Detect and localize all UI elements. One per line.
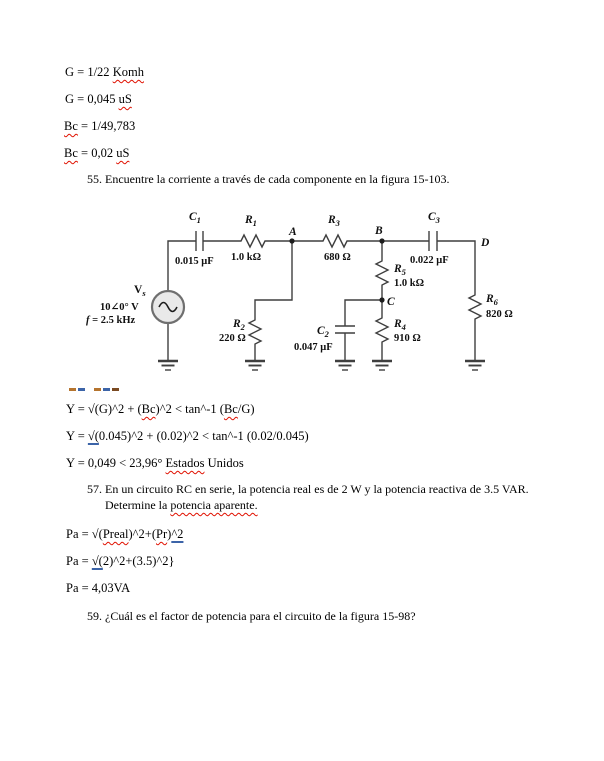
text-segment: 0.045)^2 + (0.02)^2 < tan^-1 (0.02/0.045) [98,429,309,443]
text-segment: G = 0,045 [65,92,119,106]
problem-55-text: 55. Encuentre la corriente a través de cada componente en la figura 15-103. [87,172,450,186]
problem-57-text [87,481,577,513]
grammar-flagged-text: √( [87,429,99,443]
node-b-dot [379,238,384,243]
node-dots [289,238,384,302]
node-b-label: B [375,225,383,237]
resistor-r6 [469,292,481,322]
r2-value: 220 Ω [219,333,246,344]
misspelled-word: Bc [64,146,78,160]
r6-label: $R_6$ [486,293,498,307]
resistor-r3 [320,235,350,247]
ground-symbols [158,361,485,370]
formula-pa2 [66,553,175,569]
text-segment: = 0,02 [77,146,117,160]
ground-icon [335,361,355,370]
misspelled-word: Pr [156,527,168,541]
voltage-source [152,291,184,323]
misspelled-word: Estados [165,456,205,470]
c1-value: 0.015 μF [175,256,214,267]
r1-label: $R_1$ [245,214,257,228]
node-a-dot [289,238,294,243]
misspelled-word: uS [118,92,132,106]
formula-pa1 [66,526,183,542]
source-voltage: 10∠0° V [100,302,139,313]
source-label: $V_s$ [134,284,146,298]
resistor-r2 [249,317,261,347]
text-segment: )^2+( [128,527,157,541]
source-frequency: f = 2.5 kHz [86,315,136,326]
text-segment: Y = 0,049 < 23,96° [66,456,166,470]
formula-y1 [66,401,255,417]
resistor-r1 [238,235,268,247]
text-segment: ) [167,527,172,541]
text-segment: )^2 < tan^-1 ( [155,402,224,416]
text-segment: Unidos [204,456,244,470]
formula-y3 [66,455,244,471]
node-c-label: C [387,296,395,308]
formula-pa3 [66,580,130,596]
formula-y2 [66,428,309,444]
grammar-flagged-text: √( [91,554,103,568]
c3-value: 0.022 μF [410,255,449,266]
ground-icon [245,361,265,370]
ground-icon [465,361,485,370]
misspelled-word: Bc [64,119,78,133]
text-segment: Pa = [66,554,92,568]
misspelled-word: uS [116,146,130,160]
text-segment: Y = √(G)^2 + ( [66,402,142,416]
misspelled-word: potencia aparente. [170,498,258,512]
text-segment: Pa = 4,03VA [66,581,131,595]
resistor-r5 [376,258,388,288]
revision-dashes [69,388,121,391]
misspelled-word: Bc [141,402,156,416]
misspelled-word: Komh [112,65,144,79]
node-d-label: D [481,237,490,249]
text-segment: = 1/49,783 [77,119,136,133]
text-segment: Pa = √( [66,527,103,541]
r6-value: 820 Ω [486,309,513,320]
r4-value: 910 Ω [394,333,421,344]
r3-label: $R_3$ [328,214,340,228]
text-segment: 2)^2+(3.5)^2} [102,554,175,568]
text-segment: Determine la [105,498,171,512]
r2-label: $R_2$ [233,318,245,332]
r1-value: 1.0 kΩ [231,252,261,263]
text-segment: Y = [66,429,88,443]
text-segment: 57. En un circuito RC en serie, la potencia real es de 2 W y la potencia reactiva de 3.5 VAR. [87,482,529,496]
c3-label: $C_3$ [428,211,440,225]
node-c-dot [379,297,384,302]
ground-icon [158,361,178,370]
ground-icon [372,361,392,370]
c2-value: 0.047 μF [294,342,333,353]
r5-label: $R_5$ [394,263,406,277]
grammar-flagged-text: ^2 [171,527,184,541]
node-a-label: A [289,226,297,238]
problem-59-text: 59. ¿Cuál es el factor de potencia para el circuito de la figura 15-98? [87,609,416,623]
resistor-r4 [376,315,388,345]
r5-value: 1.0 kΩ [394,278,424,289]
circuit-labels [86,211,513,353]
text-segment: /G) [237,402,255,416]
misspelled-word: Preal [102,527,129,541]
r4-label: $R_4$ [394,318,406,332]
misspelled-word: Bc [223,402,238,416]
c2-label: $C_2$ [317,325,329,339]
resistors [238,235,481,347]
c1-label: $C_1$ [189,211,201,225]
r3-value: 680 Ω [324,252,351,263]
text-segment: G = 1/22 [65,65,113,79]
